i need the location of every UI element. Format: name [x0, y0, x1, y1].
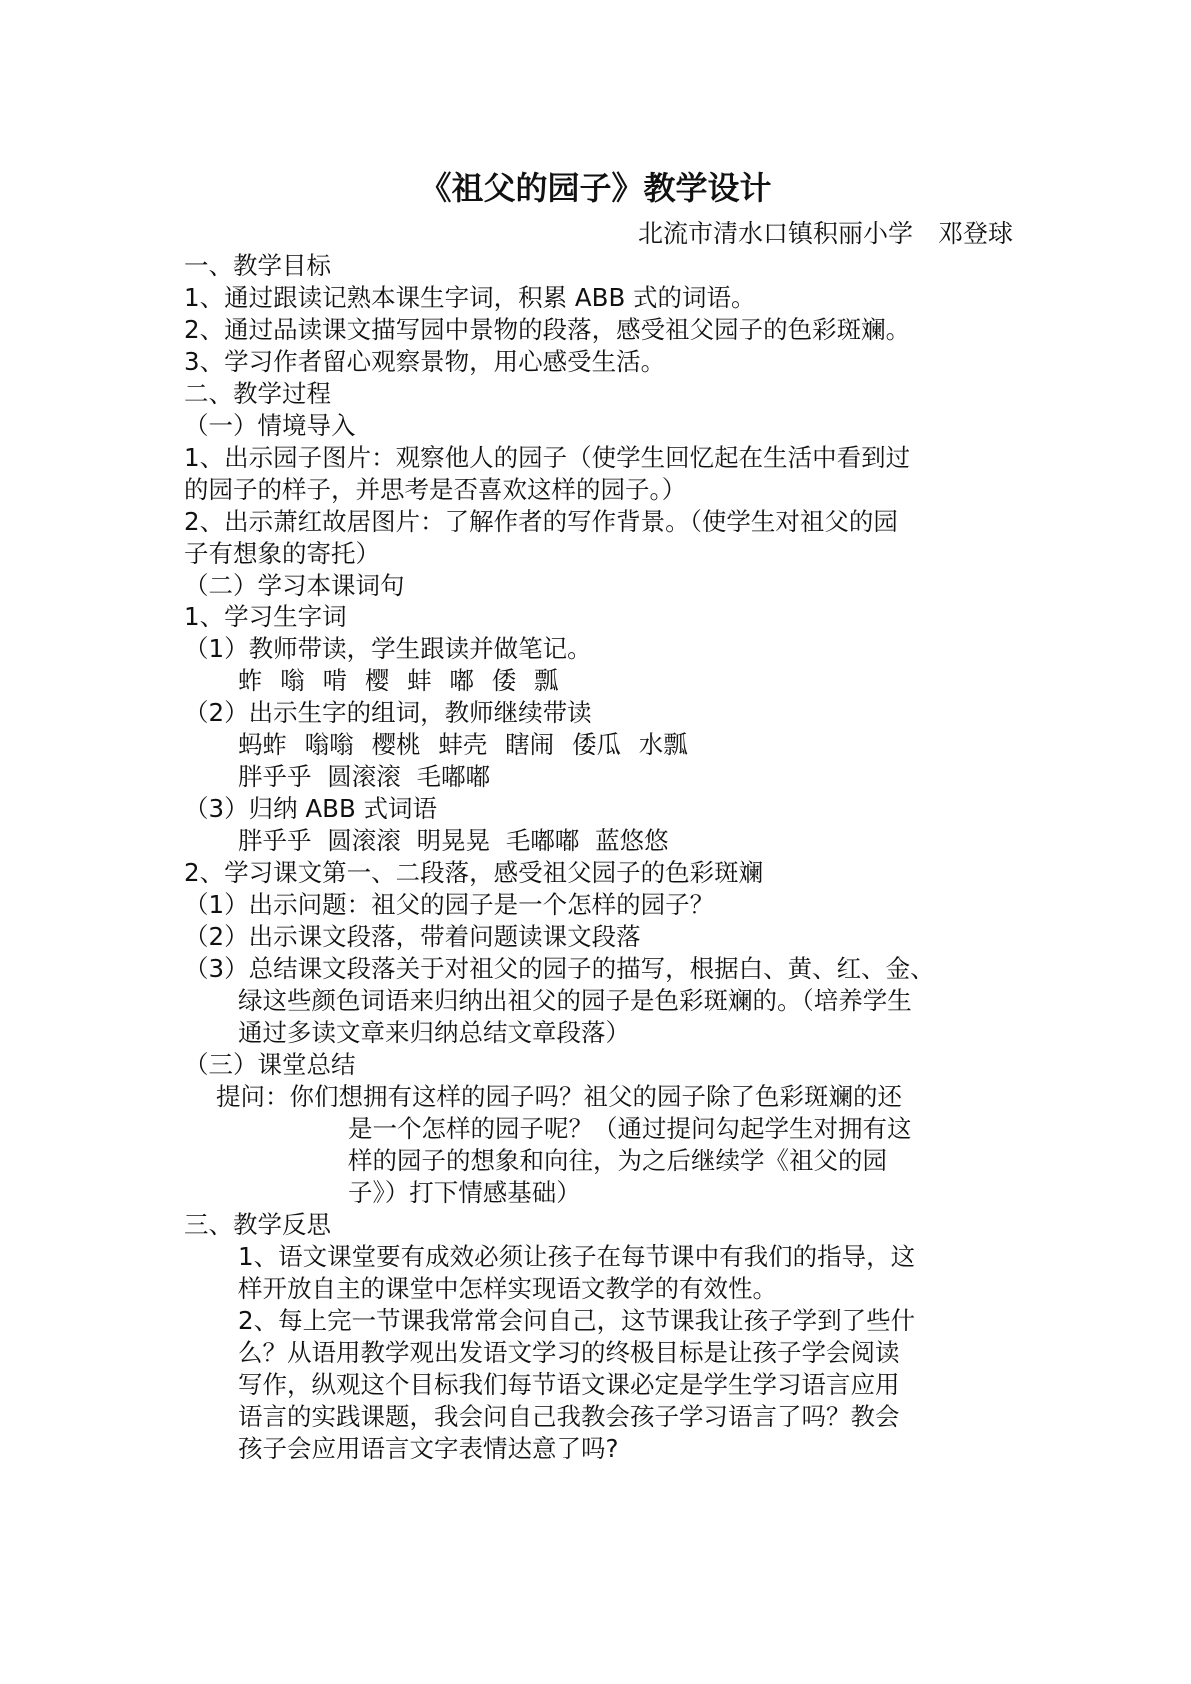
text-line: 样开放自主的课堂中怎样实现语文教学的有效性。 [238, 1274, 777, 1303]
text-line: （2）出示课文段落，带着问题读课文段落 [184, 922, 641, 951]
text-line: 么？从语用教学观出发语文学习的终极目标是让孩子学会阅读 [238, 1338, 900, 1367]
text-line: 2、学习课文第一、二段落，感受祖父园子的色彩斑斓 [184, 858, 764, 887]
text-line: 提问：你们想拥有这样的园子吗？祖父的园子除了色彩斑斓的还 [216, 1082, 902, 1111]
text-line: 3、学习作者留心观察景物，用心感受生活。 [184, 347, 666, 376]
text-line: 2、每上完一节课我常常会问自己，这节课我让孩子学到了些什 [238, 1306, 916, 1335]
section-heading: 一、教学目标 [184, 251, 331, 280]
text-line: 2、出示萧红故居图片：了解作者的写作背景。（使学生对祖父的园 [184, 507, 898, 536]
section-heading: 三、教学反思 [184, 1210, 331, 1239]
text-line: 孩子会应用语言文字表情达意了吗? [238, 1434, 619, 1463]
vocab-line: 蚂蚱 嗡嗡 樱桃 蚌壳 瞎闹 倭瓜 水瓢 [238, 730, 688, 759]
vocab-line: 胖乎乎 圆滚滚 毛嘟嘟 [238, 762, 491, 791]
text-line: （2）出示生字的组词，教师继续带读 [184, 698, 592, 727]
subsection-heading: （一）情境导入 [184, 411, 356, 440]
text-line: 的园子的样子，并思考是否喜欢这样的园子。） [184, 475, 687, 504]
text-line: 写作，纵观这个目标我们每节语文课必定是学生学习语言应用 [238, 1370, 900, 1399]
vocab-line: 蚱 嗡 啃 樱 蚌 嘟 倭 瓢 [238, 666, 559, 695]
text-line: 子有想象的寄托） [184, 539, 380, 568]
text-line: 1、出示园子图片：观察他人的园子（使学生回忆起在生活中看到过 [184, 443, 911, 472]
text-line: 样的园子的想象和向往，为之后继续学《祖父的园 [348, 1146, 887, 1175]
document-title: 《祖父的园子》教学设计 [419, 169, 772, 207]
section-heading: 二、教学过程 [184, 379, 331, 408]
text-line: 绿这些颜色词语来归纳出祖父的园子是色彩斑斓的。（培养学生 [238, 986, 912, 1015]
text-line: 1、学习生字词 [184, 602, 347, 631]
text-line: （3）归纳 ABB 式词语 [184, 794, 438, 823]
text-line: 子》）打下情感基础） [348, 1178, 581, 1207]
text-line: （1）教师带读，学生跟读并做笔记。 [184, 634, 592, 663]
text-line: （3）总结课文段落关于对祖父的园子的描写，根据白、黄、红、金、 [184, 954, 935, 983]
text-line: 通过多读文章来归纳总结文章段落） [238, 1018, 630, 1047]
text-line: 2、通过品读课文描写园中景物的段落，感受祖父园子的色彩斑斓。 [184, 315, 911, 344]
text-line: 1、通过跟读记熟本课生字词，积累 ABB 式的词语。 [184, 283, 756, 312]
text-line: 是一个怎样的园子呢？（通过提问勾起学生对拥有这 [348, 1114, 912, 1143]
subsection-heading: （三）课堂总结 [184, 1050, 356, 1079]
subsection-heading: （二）学习本课词句 [184, 571, 405, 600]
text-line: 1、语文课堂要有成效必须让孩子在每节课中有我们的指导，这 [238, 1242, 916, 1271]
author-line: 北流市清水口镇积丽小学 邓登球 [637, 219, 1013, 248]
text-line: （1）出示问题：祖父的园子是一个怎样的园子？ [184, 890, 715, 919]
text-line: 语言的实践课题，我会问自己我教会孩子学习语言了吗？教会 [238, 1402, 900, 1431]
vocab-line: 胖乎乎 圆滚滚 明晃晃 毛嘟嘟 蓝悠悠 [238, 826, 669, 855]
